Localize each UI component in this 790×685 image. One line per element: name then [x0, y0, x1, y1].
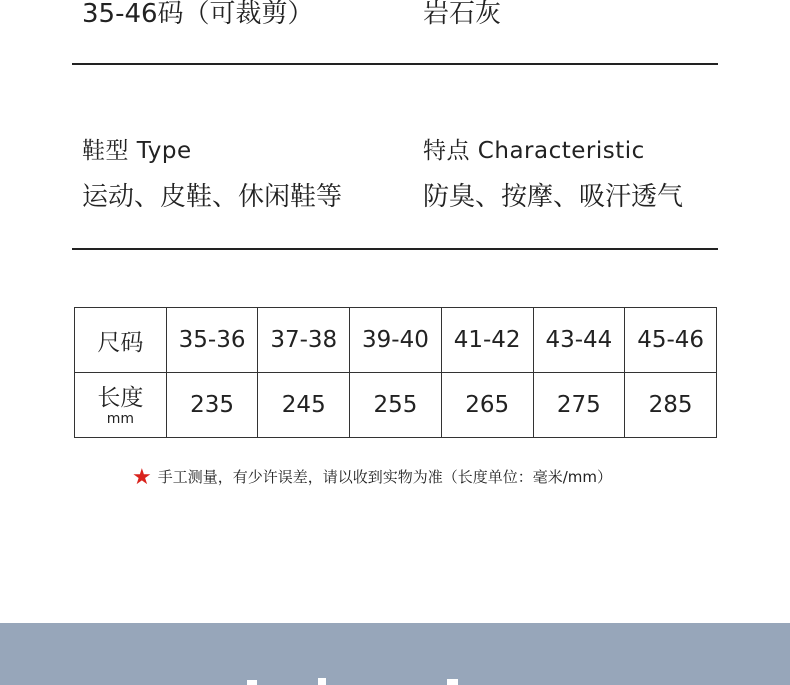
size-cell: 35-36	[166, 308, 258, 373]
shoe-type-value: 运动、皮鞋、休闲鞋等	[82, 182, 343, 212]
size-cell: 43-44	[533, 308, 625, 373]
color-value: 岩石灰	[423, 0, 502, 29]
length-cell: 265	[441, 373, 533, 438]
size-row	[75, 308, 717, 373]
star-icon: ★	[132, 465, 152, 490]
size-range-value: 35-46码（可裁剪）	[82, 0, 314, 29]
size-row-header: 尺码	[75, 308, 167, 373]
measurement-note	[132, 466, 612, 489]
feature-value: 防臭、按摩、吸汗透气	[423, 182, 684, 212]
feature-label: 特点 Characteristic	[423, 138, 645, 164]
decorative-stroke	[447, 679, 458, 685]
size-cell: 37-38	[258, 308, 350, 373]
length-cell: 285	[625, 373, 717, 438]
length-unit-label: mm	[106, 410, 134, 427]
length-header-label: 长度	[97, 384, 144, 411]
size-cell: 41-42	[441, 308, 533, 373]
footer-banner	[0, 623, 790, 685]
shoe-type-label: 鞋型 Type	[82, 138, 192, 164]
divider-line-top	[72, 63, 718, 65]
size-chart-table	[74, 307, 717, 438]
size-cell: 39-40	[350, 308, 442, 373]
length-cell: 235	[166, 373, 258, 438]
divider-line-bottom	[72, 248, 718, 250]
length-row-header	[75, 373, 167, 438]
decorative-stroke	[318, 678, 326, 685]
length-cell: 255	[350, 373, 442, 438]
decorative-stroke	[247, 680, 257, 685]
length-row	[75, 373, 717, 438]
size-cell: 45-46	[625, 308, 717, 373]
length-cell: 245	[258, 373, 350, 438]
measurement-note-text: 手工测量，有少许误差，请以收到实物为准（长度单位：毫米/mm）	[157, 468, 613, 486]
length-cell: 275	[533, 373, 625, 438]
